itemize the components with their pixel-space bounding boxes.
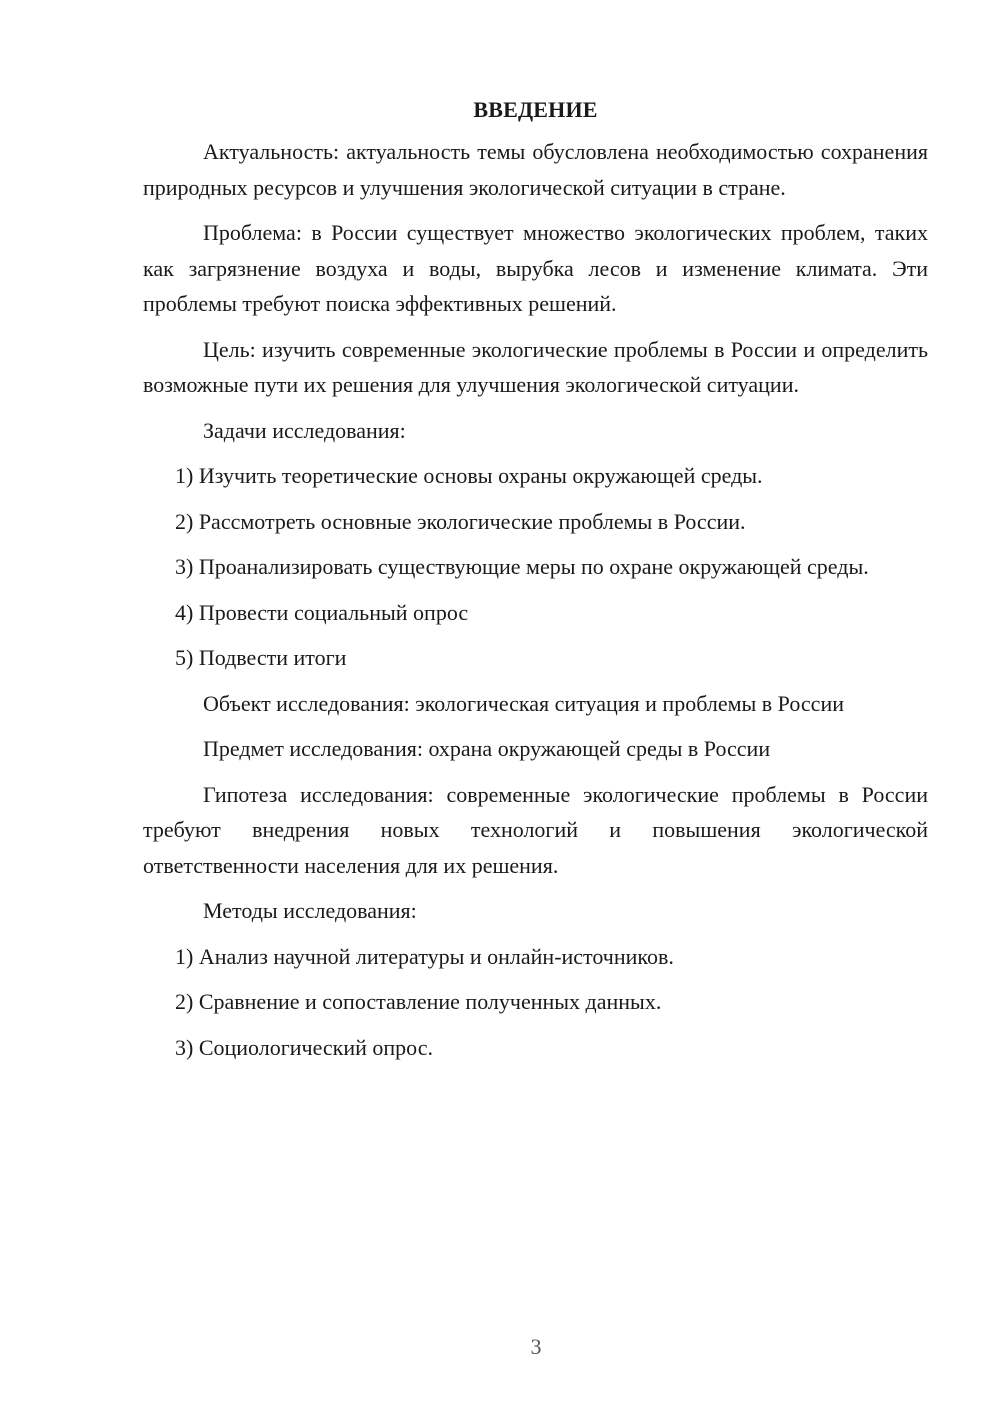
methods-heading: Методы исследования: xyxy=(203,898,417,923)
problem-paragraph: Проблема: в России существует множество экологических проблем, таких как загрязнение воздуха и воды, вырубка лесов и изменение климата. Эти проблемы требуют поиска эффективных решений. xyxy=(143,220,928,316)
method-item-1: 1) Анализ научной литературы и онлайн-источников. xyxy=(175,943,674,969)
method-item-2: 2) Сравнение и сопоставление полученных данных. xyxy=(175,989,662,1014)
tasks-heading: Задачи исследования: xyxy=(203,417,406,443)
section-title: ВВЕДЕНИЕ xyxy=(473,97,598,122)
object-paragraph: Объект исследования: экологическая ситуация и проблемы в России xyxy=(203,690,844,716)
task-item-2: 2) Рассмотреть основные экологические проблемы в России. xyxy=(175,508,746,534)
goal-paragraph: Цель: изучить современные экологические проблемы в России и определить возможные пути их решения для улучшения экологической ситуации. xyxy=(143,336,928,397)
relevance-paragraph: Актуальность: актуальность темы обусловлена необходимостью сохранения природных ресурсов и улучшения экологической ситуации в стране. xyxy=(143,139,928,200)
task-item-4: 4) Провести социальный опрос xyxy=(175,599,469,625)
task-item-5: 5) Подвести итоги xyxy=(175,645,347,670)
subject-paragraph: Предмет исследования: охрана окружающей среды в России xyxy=(203,736,771,761)
task-item-1: 1) Изучить теоретические основы охраны окружающей среды. xyxy=(175,463,763,488)
hypothesis-paragraph: Гипотеза исследования: современные экологические проблемы в России требуют внедрения новых технологий и повышения экологической ответственности населения для их решения. xyxy=(143,781,928,878)
document-body xyxy=(143,92,928,1075)
page-number: 3 xyxy=(530,1334,542,1359)
task-item-3: 3) Проанализировать существующие меры по охране окружающей среды. xyxy=(175,554,869,579)
method-item-3: 3) Социологический опрос. xyxy=(175,1034,433,1060)
